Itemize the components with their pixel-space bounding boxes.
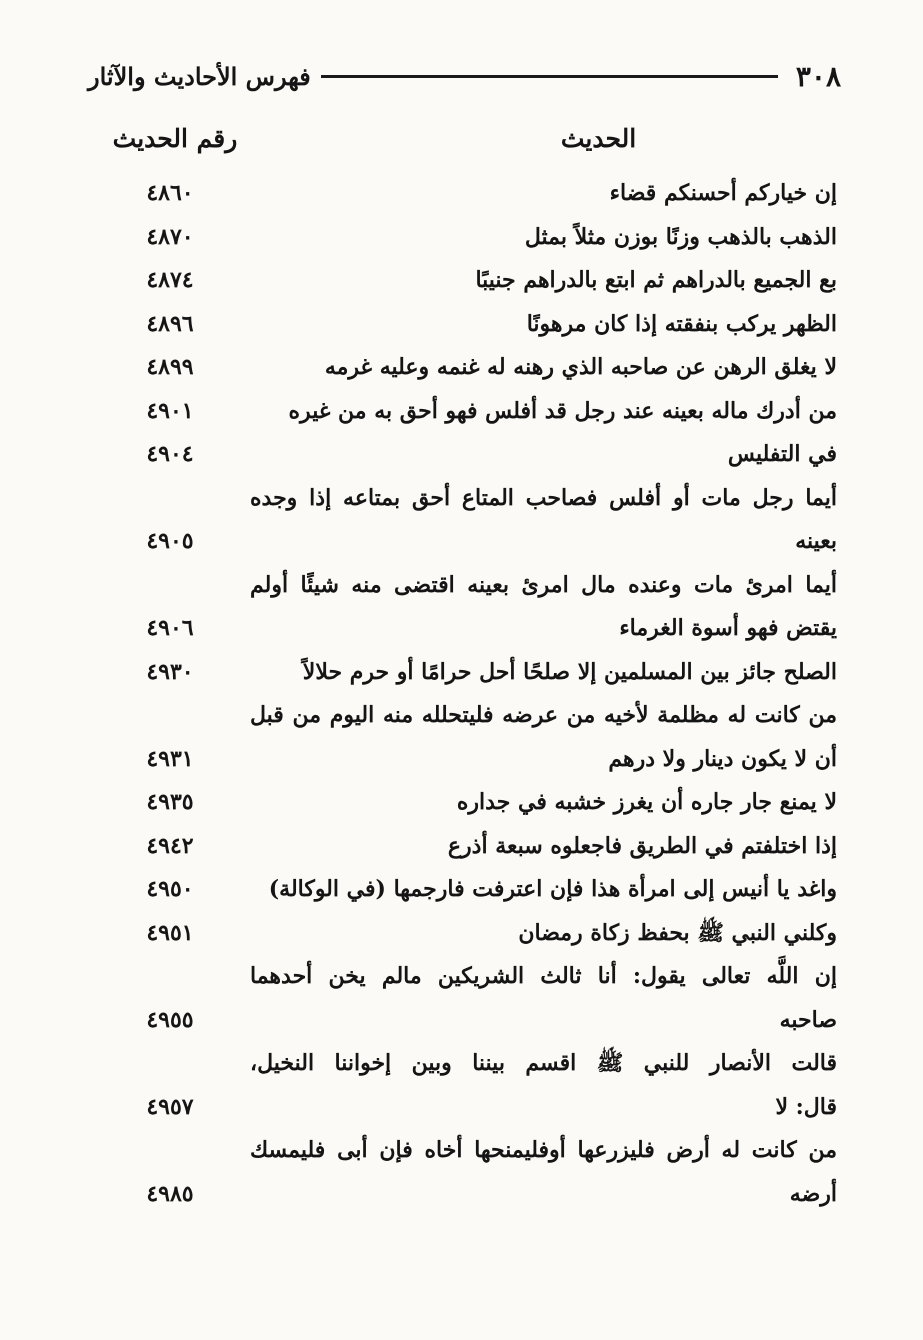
hadith-text-line: قال: لا	[775, 1093, 837, 1120]
index-entry	[120, 955, 837, 1042]
running-head	[88, 56, 841, 96]
hadith-number: ٤٩٣١	[146, 745, 194, 772]
index-entry	[120, 825, 837, 869]
hadith-text-line: من كانت له أرض فليزرعها أوفليمنحها أخاه فإن أبى فليمسك	[250, 1137, 837, 1163]
hadith-text-line: قالت الأنصار للنبي ﷺ اقسم بيننا وبين إخواننا النخيل،	[250, 1050, 837, 1076]
hadith-number: ٤٨٩٦	[146, 310, 194, 337]
hadith-text-line: صاحبه	[779, 1006, 837, 1033]
header-rule	[321, 75, 778, 78]
hadith-text-line: في التفليس	[727, 441, 837, 467]
hadith-number: ٤٩٥٥	[146, 1006, 194, 1033]
hadith-number: ٤٩٥٧	[146, 1093, 194, 1120]
index-entry	[120, 781, 837, 825]
hadith-column-header: الحديث	[560, 123, 637, 153]
index-entry	[120, 1129, 837, 1216]
index-entry	[120, 868, 837, 912]
index-entry	[120, 172, 837, 216]
hadith-number: ٤٩٠١	[146, 397, 194, 424]
hadith-text-line: أيما رجل مات أو أفلس فصاحب المتاع أحق بمتاعه إذا وجده	[250, 484, 837, 511]
hadith-text-line: واغد يا أنيس إلى امرأة هذا فإن اعترفت فارجمها (في الوكالة)	[268, 876, 837, 902]
column-headers	[110, 118, 837, 158]
hadith-text-line: وكلني النبي ﷺ بحفظ زكاة رمضان	[518, 919, 837, 946]
hadith-text-line: الذهب بالذهب وزنًا بوزن مثلاً بمثل	[524, 223, 837, 250]
index-entry	[120, 694, 837, 781]
hadith-text-line: إن خياركم أحسنكم قضاء	[609, 180, 837, 206]
hadith-number: ٤٩٥١	[146, 919, 194, 946]
index-entry	[120, 390, 837, 434]
hadith-text-line: إن اللَّه تعالى يقول: أنا ثالث الشريكين مالم يخن أحدهما	[250, 963, 837, 989]
hadith-text-line: الظهر يركب بنفقته إذا كان مرهونًا	[526, 310, 837, 337]
hadith-number: ٤٨٧٤	[146, 267, 194, 293]
index-entry	[120, 912, 837, 956]
hadith-number: ٤٩٨٥	[146, 1180, 194, 1207]
hadith-index-list	[120, 172, 837, 1216]
hadith-text-line: لا يغلق الرهن عن صاحبه الذي رهنه له غنمه وعليه غرمه	[324, 354, 837, 380]
index-entry	[120, 259, 837, 303]
index-entry	[120, 433, 837, 477]
hadith-text-line: أيما امرئ مات وعنده مال امرئ بعينه اقتضى منه شيئًا أولم	[250, 571, 837, 598]
hadith-number: ٤٩٣٥	[146, 789, 194, 815]
hadith-number: ٤٨٩٩	[146, 354, 194, 380]
hadith-number: ٤٩٠٥	[146, 528, 194, 554]
index-entry	[120, 651, 837, 695]
index-entry	[120, 477, 837, 564]
index-entry	[120, 303, 837, 347]
index-entry	[120, 346, 837, 390]
hadith-text-line: يقتض فهو أسوة الغرماء	[619, 615, 837, 641]
page-number: ٣٠٨	[795, 59, 841, 93]
hadith-number: ٤٩٤٢	[146, 832, 194, 859]
hadith-text-line: بع الجميع بالدراهم ثم ابتع بالدراهم جنيبًا	[475, 267, 837, 293]
hadith-text-line: أن لا يكون دينار ولا درهم	[608, 745, 837, 772]
hadith-text-line: الصلح جائز بين المسلمين إلا صلحًا أحل حرامًا أو حرم حلالاً	[302, 658, 837, 685]
index-entry	[120, 216, 837, 260]
hadith-number: ٤٩٠٦	[146, 615, 194, 641]
number-column-header: رقم الحديث	[112, 123, 238, 153]
hadith-text-line: بعينه	[795, 528, 837, 554]
hadith-number: ٤٩٣٠	[146, 658, 194, 685]
hadith-number: ٤٩٠٤	[146, 441, 194, 467]
hadith-text-line: من أدرك ماله بعينه عند رجل قد أفلس فهو أحق به من غيره	[288, 397, 837, 424]
index-entry	[120, 1042, 837, 1129]
index-entry	[120, 564, 837, 651]
hadith-number: ٤٨٦٠	[146, 180, 194, 206]
hadith-text-line: أرضه	[789, 1180, 837, 1207]
index-title: فهرس الأحاديث والآثار	[88, 61, 311, 91]
hadith-number: ٤٩٥٠	[146, 876, 194, 902]
hadith-number: ٤٨٧٠	[146, 223, 194, 250]
hadith-text-line: إذا اختلفتم في الطريق فاجعلوه سبعة أذرع	[447, 832, 837, 859]
hadith-text-line: من كانت له مظلمة لأخيه من عرضه فليتحلله منه اليوم من قبل	[250, 702, 837, 728]
hadith-text-line: لا يمنع جار جاره أن يغرز خشبه في جداره	[456, 789, 837, 815]
